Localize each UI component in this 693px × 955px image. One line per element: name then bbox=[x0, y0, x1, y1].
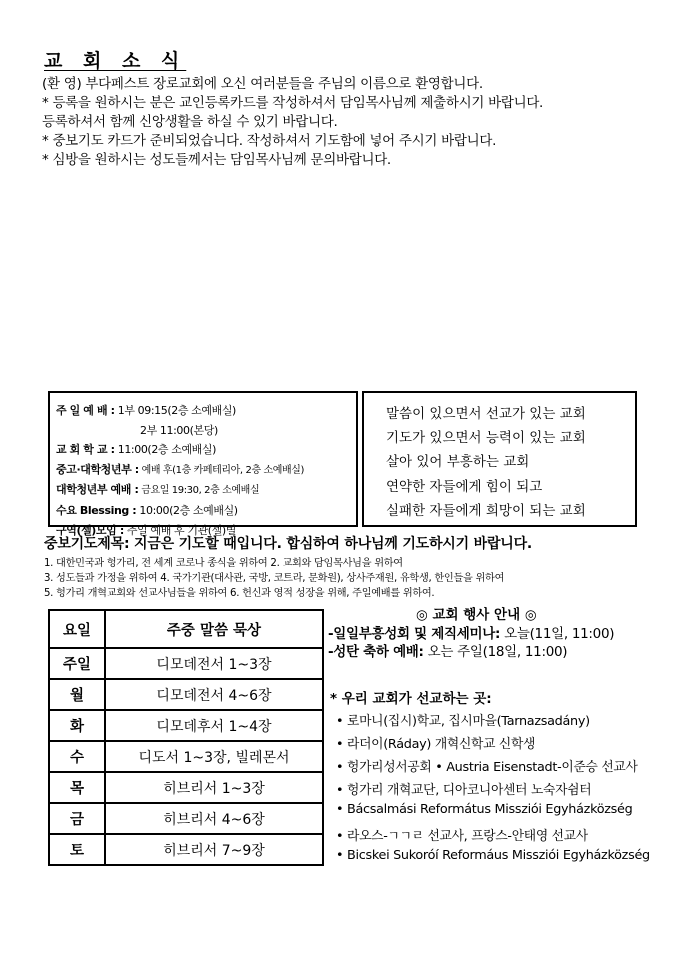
visitation-notice: * 심방을 원하시는 성도들께서는 담임목사님께 문의바랍니다. bbox=[42, 152, 391, 168]
reading-cell: 디모데후서 1~4장 bbox=[105, 710, 323, 741]
mission-item: • 라더이(Ráday) 개혁신학교 신학생 bbox=[336, 737, 536, 752]
registration-notice: * 등록을 원하시는 분은 교인등록카드를 작성하셔서 담임목사님께 제출하시기 바랍니다. bbox=[42, 95, 544, 111]
church-events-title: ◎ 교회 행사 안내 ◎ bbox=[416, 607, 537, 623]
reading-cell: 디도서 1~3장, 빌레몬서 bbox=[105, 741, 323, 772]
table-row bbox=[49, 648, 323, 679]
prayer-request-row: 1. 대한민국과 헝가리, 전 세계 코로나 종식을 위하여 2. 교회와 담임목사님을 위하여 bbox=[44, 558, 403, 569]
reading-cell: 히브리서 7~9장 bbox=[105, 834, 323, 865]
sunday-service-second: 2부 11:00(본당) bbox=[140, 423, 218, 437]
youth-label: 중고·대학청년부 : bbox=[56, 462, 139, 476]
day-cell: 금 bbox=[49, 803, 105, 834]
table-row bbox=[49, 710, 323, 741]
weekly-meditation-table bbox=[48, 609, 324, 866]
table-row bbox=[49, 834, 323, 865]
motto-line: 연약한 자들에게 힘이 되고 bbox=[386, 478, 543, 495]
event-value: 오늘(11일, 11:00) bbox=[500, 626, 615, 642]
church-school-label: 교 회 학 교 : bbox=[56, 443, 115, 457]
table-row bbox=[49, 772, 323, 803]
prayer-request-row: 5. 헝가리 개혁교회와 선교사님들을 위하여 6. 헌신과 영적 성장을 위해, 주일예배를 위하여. bbox=[44, 588, 435, 599]
young-adult-label: 대학청년부 예배 : bbox=[56, 483, 139, 497]
event-christmas-row bbox=[328, 640, 567, 660]
sunday-service-row bbox=[56, 401, 350, 421]
day-cell: 주일 bbox=[49, 648, 105, 679]
cell-meeting-label: 구역(셀)모임 : bbox=[56, 523, 124, 537]
wednesday-blessing-label: 수요 Blessing : bbox=[56, 503, 137, 517]
prayer-requests-title: 중보기도제목: 지금은 기도할 때입니다. 합심하여 하나님께 기도하시기 바랍니다. bbox=[44, 536, 533, 552]
church-motto-box bbox=[362, 391, 637, 527]
header-day: 요일 bbox=[49, 610, 105, 648]
day-cell: 토 bbox=[49, 834, 105, 865]
registration-notice-continued: 등록하셔서 함께 신앙생활을 하실 수 있기 바랍니다. bbox=[42, 114, 338, 130]
church-school-row bbox=[56, 440, 350, 460]
reading-cell: 히브리서 4~6장 bbox=[105, 803, 323, 834]
mission-title: * 우리 교회가 선교하는 곳: bbox=[330, 691, 492, 707]
reading-cell: 디모데전서 4~6장 bbox=[105, 679, 323, 710]
event-label: -성탄 축하 예배: bbox=[328, 644, 424, 660]
day-cell: 수 bbox=[49, 741, 105, 772]
table-row bbox=[49, 741, 323, 772]
table-row bbox=[49, 803, 323, 834]
motto-line: 말씀이 있으면서 선교가 있는 교회 bbox=[386, 406, 586, 422]
cell-meeting-time: 주일 예배 후 기관(셀)별 bbox=[123, 523, 237, 537]
day-cell: 화 bbox=[49, 710, 105, 741]
header-meditation: 주중 말씀 묵상 bbox=[105, 610, 323, 648]
prayer-request-row: 3. 성도들과 가정을 위하여 4. 국가기관(대사관, 국방, 코트라, 문화원), 상사주재원, 유학생, 한인들을 위하여 bbox=[44, 573, 505, 584]
mission-item: • 로마니(집시)학교, 집시마을(Tarnazsadány) bbox=[336, 714, 590, 729]
young-adult-time: 금요일 19:30, 2층 소예배실 bbox=[138, 485, 260, 497]
worship-schedule-box bbox=[48, 391, 358, 537]
wednesday-blessing-row bbox=[56, 501, 350, 521]
motto-line: 기도가 있으면서 능력이 있는 교회 bbox=[386, 430, 586, 447]
event-revival-row bbox=[328, 622, 614, 642]
sunday-service-label: 주 일 예 배 : bbox=[56, 404, 115, 417]
reading-cell: 디모데전서 1~3장 bbox=[105, 648, 323, 679]
wednesday-blessing-time: 10:00(2층 소예배실) bbox=[136, 503, 238, 517]
church-school-time: 11:00(2층 소예배실) bbox=[114, 443, 217, 457]
young-adult-row bbox=[56, 480, 350, 501]
mission-item: • Bácsalmási Református Missziói Egyházközség bbox=[336, 802, 633, 817]
motto-line: 실패한 자들에게 희망이 되는 교회 bbox=[386, 502, 586, 519]
reading-cell: 히브리서 1~3장 bbox=[105, 772, 323, 803]
table-row bbox=[49, 679, 323, 710]
day-cell: 목 bbox=[49, 772, 105, 803]
mission-item: • 라오스-ㄱㄱㄹ 선교사, 프랑스-안태영 선교사 bbox=[336, 829, 588, 844]
mission-item: • Bicskei Sukoróí Reformáus Missziói Egyházközség bbox=[336, 848, 650, 863]
youth-time: 예배 후(1층 카페테리아, 2층 소예배실) bbox=[138, 464, 305, 476]
page-title: 교 회 소 식 bbox=[44, 50, 187, 72]
prayer-card-notice: * 중보기도 카드가 준비되었습니다. 작성하셔서 기도함에 넣어 주시기 바랍니다. bbox=[42, 133, 497, 149]
day-cell: 월 bbox=[49, 679, 105, 710]
mission-item: • 헝가리성서공회 • Austria Eisenstadt-이준승 선교사 bbox=[336, 760, 638, 775]
table-header-row bbox=[49, 610, 323, 648]
welcome-notice: (환 영) 부다페스트 장로교회에 오신 여러분들을 주님의 이름으로 환영합니다. bbox=[42, 76, 483, 92]
event-value: 오는 주일(18일, 11:00) bbox=[423, 644, 568, 660]
motto-line: 살아 있어 부흥하는 교회 bbox=[386, 454, 530, 471]
sunday-service-first: 1부 09:15(2층 소예배실) bbox=[114, 404, 236, 417]
youth-row bbox=[56, 460, 350, 481]
mission-item: • 헝가리 개혁교단, 디아코니아센터 노숙자쉼터 bbox=[336, 783, 592, 798]
event-label: -일일부흥성회 및 제직세미나: bbox=[328, 626, 501, 642]
